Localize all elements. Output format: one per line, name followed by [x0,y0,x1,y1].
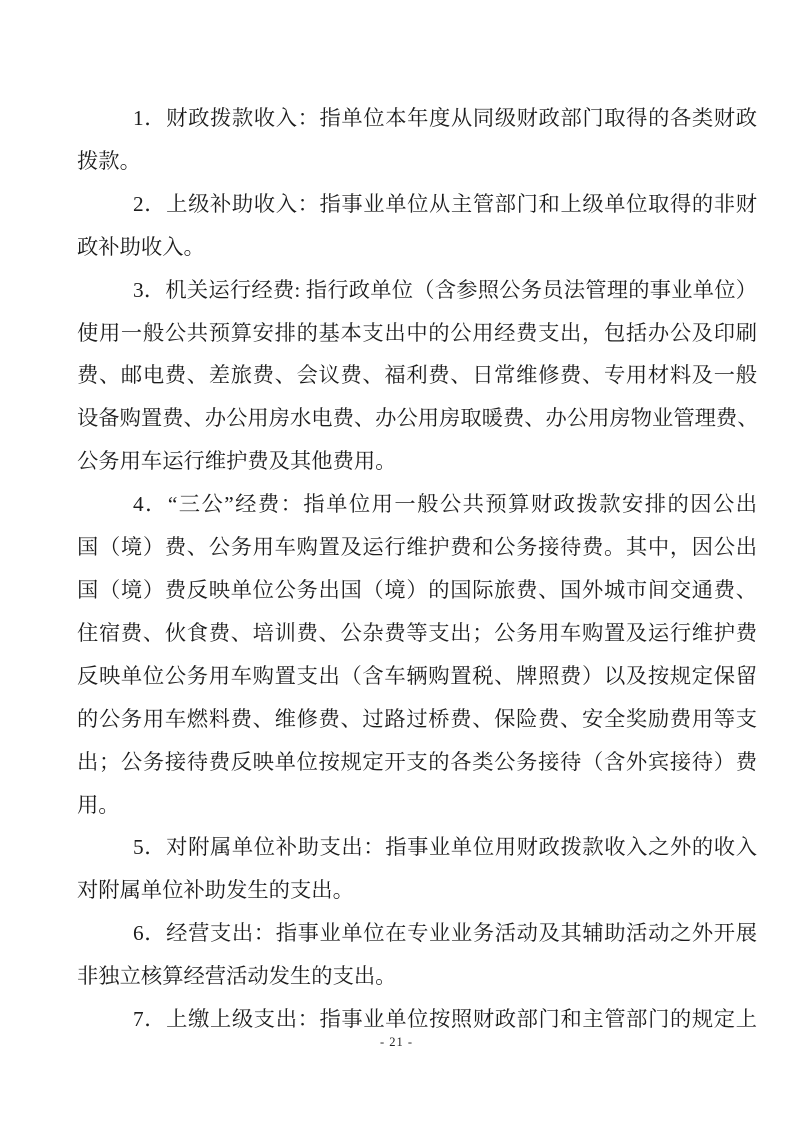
text-line: 对附属单位补助发生的支出。 [77,878,354,903]
text-line: 1．财政拨款收入：指单位本年度从同级财政部门取得的各类财政 [133,106,757,130]
text-line: 4．“三公”经费：指单位用一般公共预算财政拨款安排的因公出 [133,492,757,517]
text-line: 用。 [77,792,120,817]
text-line: 使用一般公共预算安排的基本支出中的公用经费支出，包括办公及印刷 [77,320,757,345]
text-line: 5．对附属单位补助支出：指事业单位用财政拨款收入之外的收入 [133,835,757,860]
paragraph [77,97,757,183]
text-line: 国（境）费反映单位公务出国（境）的国际旅费、国外城市间交通费、 [77,577,757,602]
text-line: 费、邮电费、差旅费、会议费、福利费、日常维修费、专用材料及一般 [77,363,757,388]
text-line: 拨款。 [77,148,141,173]
text-line: 反映单位公务用车购置支出（含车辆购置税、牌照费）以及按规定保留 [77,663,757,688]
paragraph [77,269,757,484]
text-line: 2．上级补助收入：指事业单位从主管部门和上级单位取得的非财 [133,191,757,216]
text-line: 公务用车运行维护费及其他费用。 [77,449,397,474]
document-body [77,97,757,1041]
text-line: 6．经营支出：指事业单位在专业业务活动及其辅助活动之外开展 [133,921,757,946]
text-line: 政补助收入。 [77,234,205,259]
paragraph [77,483,757,826]
text-line: 3．机关运行经费: 指行政单位（含参照公务员法管理的事业单位） [133,277,757,302]
text-line: 设备购置费、办公用房水电费、办公用房取暖费、办公用房物业管理费、 [77,406,759,431]
text-line: 国（境）费、公务用车购置及运行维护费和公务接待费。其中，因公出 [77,535,757,560]
text-line: 非独立核算经营活动发生的支出。 [77,964,397,989]
text-line: 7．上缴上级支出：指事业单位按照财政部门和主管部门的规定上 [133,1007,757,1032]
paragraph [77,183,757,269]
text-line: 出；公务接待费反映单位按规定开支的各类公务接待（含外宾接待）费 [77,749,757,774]
paragraph [77,912,757,998]
paragraph [77,826,757,912]
text-line: 住宿费、伙食费、培训费、公杂费等支出；公务用车购置及运行维护费 [77,620,757,645]
text-line: 的公务用车燃料费、维修费、过路过桥费、保险费、安全奖励费用等支 [77,706,757,731]
page-number: - 21 - [379,1035,414,1049]
